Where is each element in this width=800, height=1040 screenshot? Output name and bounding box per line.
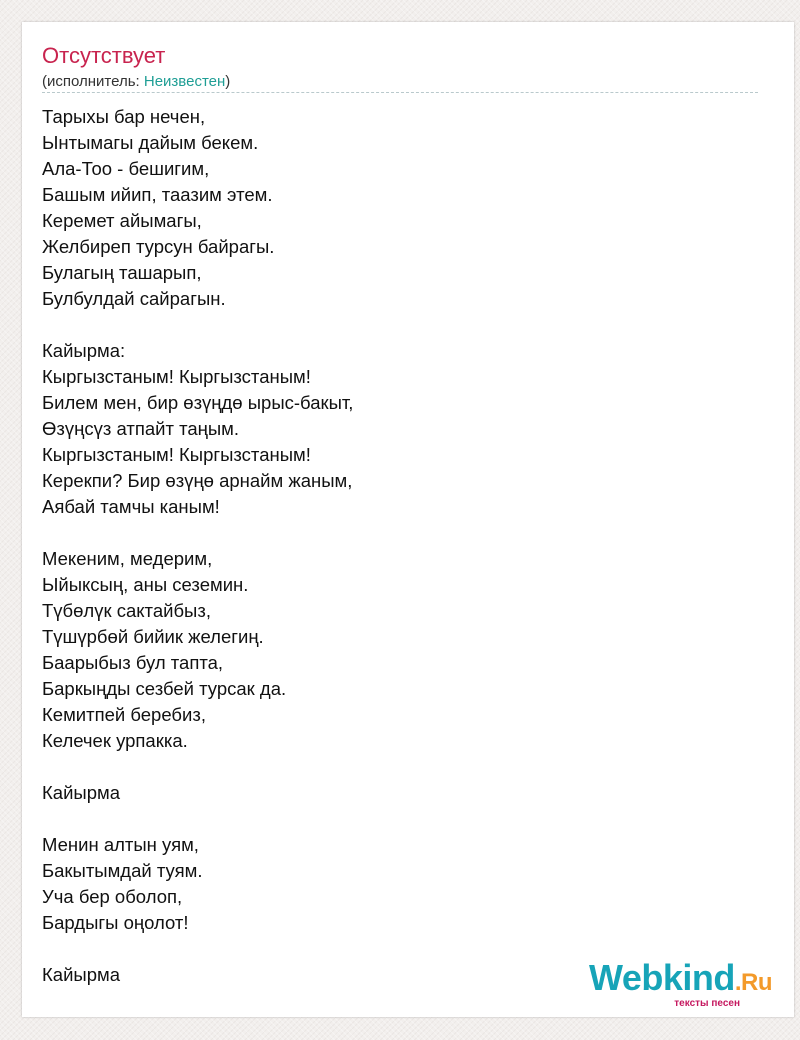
site-logo[interactable] (588, 957, 772, 1009)
lyrics-line: Ала-Тоо - бешигим, (42, 158, 210, 179)
artist-link[interactable]: Неизвестен (143, 73, 226, 90)
lyrics-line: Кыргызстаным! Кыргызстаным! (42, 366, 311, 387)
lyrics-stanza (42, 832, 742, 936)
logo-word: Webkind (588, 957, 735, 998)
lyrics-line: Келечек урпакка. (42, 730, 188, 751)
lyrics-line: Керемет айымагы, (42, 210, 202, 231)
lyrics-line: Менин алтын уям, (42, 834, 199, 855)
artist-suffix: ) (225, 73, 231, 90)
lyrics-line: Өзүңсүз атпайт таңым. (42, 418, 239, 439)
artist-prefix: (исполнитель: (42, 73, 144, 90)
lyrics-line: Ыйыксың, аны сеземин. (42, 574, 249, 595)
logo-wordmark (588, 957, 772, 1001)
lyrics-line: Баркыңды сезбей турсак да. (42, 678, 287, 699)
lyrics-stanza (42, 338, 742, 520)
lyrics-line: Булагың ташарып, (42, 262, 202, 283)
lyrics-line: Кайырма: (42, 340, 126, 361)
logo-tagline: тексты песен (674, 998, 740, 1009)
lyrics-line: Мекеним, медерим, (42, 548, 213, 569)
lyrics-line: Кемитпей беребиз, (42, 704, 206, 725)
lyrics-line: Кыргызстаным! Кыргызстаным! (42, 444, 311, 465)
artist-line (42, 73, 230, 91)
lyrics-line: Тарыхы бар нечен, (42, 106, 206, 127)
lyrics-line: Желбиреп турсун байрагы. (42, 236, 275, 257)
lyrics-line: Аябай тамчы каным! (42, 496, 220, 517)
lyrics-line: Башым ийип, таазим этем. (42, 184, 273, 205)
logo-tld: .Ru (734, 969, 772, 996)
lyrics-card (22, 22, 794, 1017)
lyrics-stanza (42, 104, 742, 312)
lyrics-line: Булбулдай сайрагын. (42, 288, 226, 309)
lyrics-line: Баарыбыз бул тапта, (42, 652, 224, 673)
header-divider (42, 92, 758, 93)
lyrics-line: Билем мен, бир өзүңдө ырыс-бакыт, (42, 392, 354, 413)
lyrics-line: Бардыгы оңолот! (42, 912, 189, 933)
lyrics-line: Түшүрбөй бийик желегиң. (42, 626, 264, 647)
lyrics-line: Кайырма (42, 964, 120, 985)
lyrics-line: Бакытымдай туям. (42, 860, 203, 881)
lyrics-line: Уча бер оболоп, (42, 886, 183, 907)
lyrics-line: Керекпи? Бир өзүңө арнайм жаным, (42, 470, 353, 491)
lyrics-stanza (42, 546, 742, 754)
lyrics-line: Кайырма (42, 782, 120, 803)
lyrics-stanza (42, 780, 742, 806)
lyrics-line: Түбөлүк сактайбыз, (42, 600, 211, 621)
song-title: Отсутствует (42, 43, 166, 68)
lyrics-line: Ынтымагы дайым бекем. (42, 132, 259, 153)
lyrics-text (42, 104, 742, 1014)
